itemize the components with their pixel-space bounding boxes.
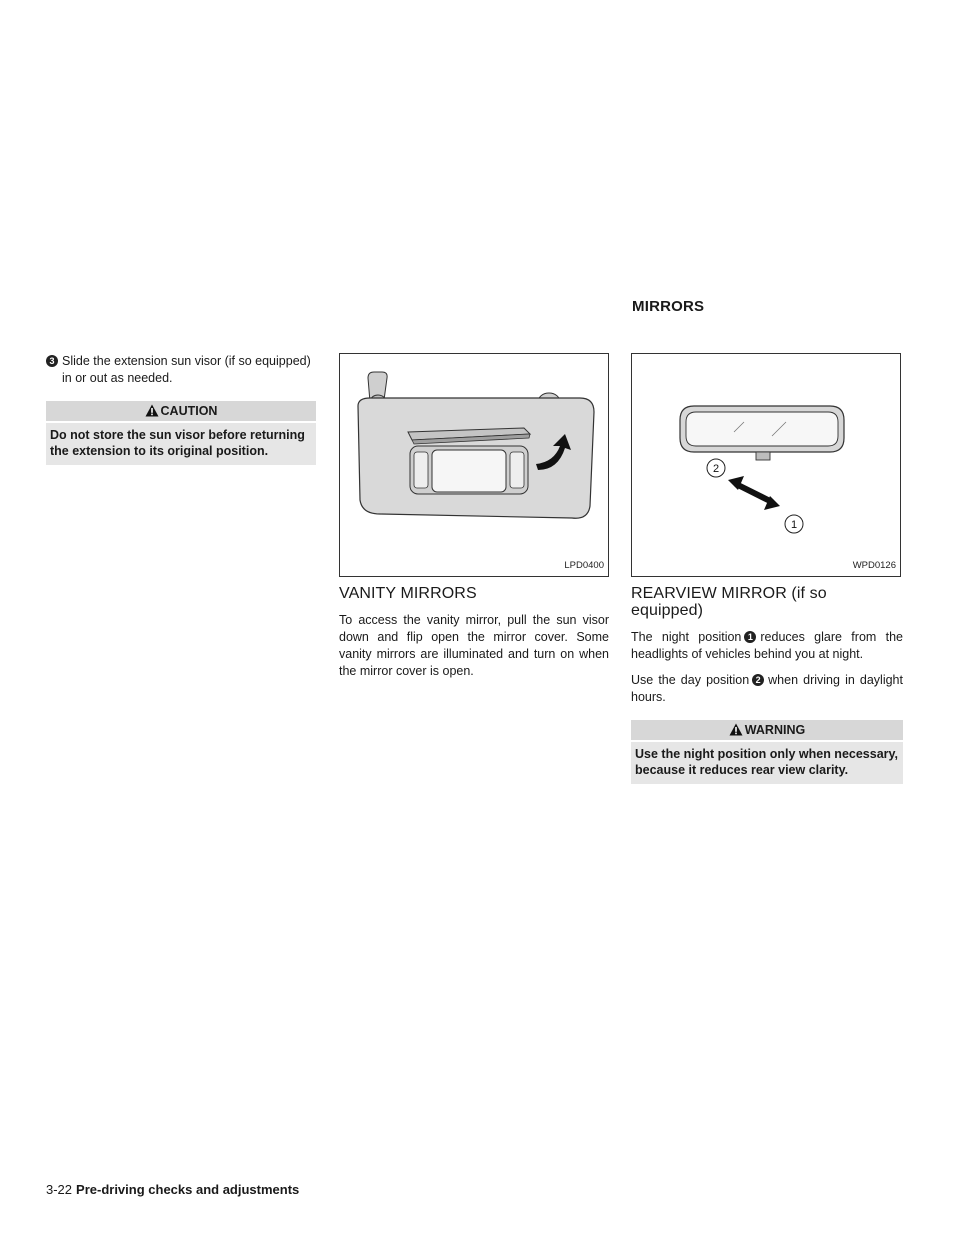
page-number: 3-22: [46, 1182, 73, 1197]
caution-icon: [145, 404, 159, 417]
rearview-mirror-figure: [631, 353, 901, 577]
callout-1: 1: [790, 519, 798, 531]
warning-text: Use the night position only when necessary, because it reduces rear view clarity.: [631, 742, 903, 784]
night-text-end: reduces glare from the headlights of vehicles behind you at night.: [631, 630, 904, 661]
step-3: [46, 353, 316, 387]
rearview-heading: REARVIEW MIRROR (if so equipped): [631, 585, 827, 619]
day-text-start: Use the day position: [631, 673, 750, 687]
column-left: [46, 353, 316, 465]
night-position-text: [631, 629, 903, 663]
column-middle: [339, 353, 609, 689]
warning-icon: [729, 723, 743, 736]
vanity-mirror-figure: [339, 353, 609, 577]
chapter-title: Pre-driving checks and adjustments: [76, 1182, 300, 1197]
rearview-mirror-illustration: [632, 354, 904, 576]
step-text: Slide the extension sun visor (if so equipped) in or out as needed.: [62, 354, 311, 385]
caution-text: Do not store the sun visor before returning the extension to its original position.: [46, 423, 316, 465]
vanity-heading: VANITY MIRRORS: [339, 585, 477, 602]
warning-box: [631, 720, 903, 784]
warning-label: WARNING: [744, 723, 806, 737]
night-text-start: The night position: [631, 630, 742, 644]
caution-header: [46, 401, 316, 421]
day-position-text: [631, 672, 903, 706]
day-text-end: when driving in daylight hours.: [631, 673, 903, 704]
page-footer: [46, 1182, 299, 1197]
warning-header: [631, 720, 903, 740]
vanity-text: To access the vanity mirror, pull the sun visor down and flip open the mirror cover. Some vanity mirrors are illuminated and turn on when the mirror cover is open.: [339, 613, 609, 678]
caution-box: [46, 401, 316, 465]
section-title: MIRRORS: [632, 298, 705, 315]
sun-visor-illustration: [340, 354, 608, 576]
callout-badge-1: 1: [744, 631, 756, 643]
figure-code: LPD0400: [564, 560, 604, 571]
step-number-badge: 3: [46, 355, 58, 367]
figure-code: WPD0126: [852, 560, 896, 571]
caution-label: CAUTION: [160, 404, 218, 418]
column-right: [631, 353, 903, 784]
callout-2: 2: [712, 463, 720, 475]
callout-badge-2: 2: [752, 674, 764, 686]
